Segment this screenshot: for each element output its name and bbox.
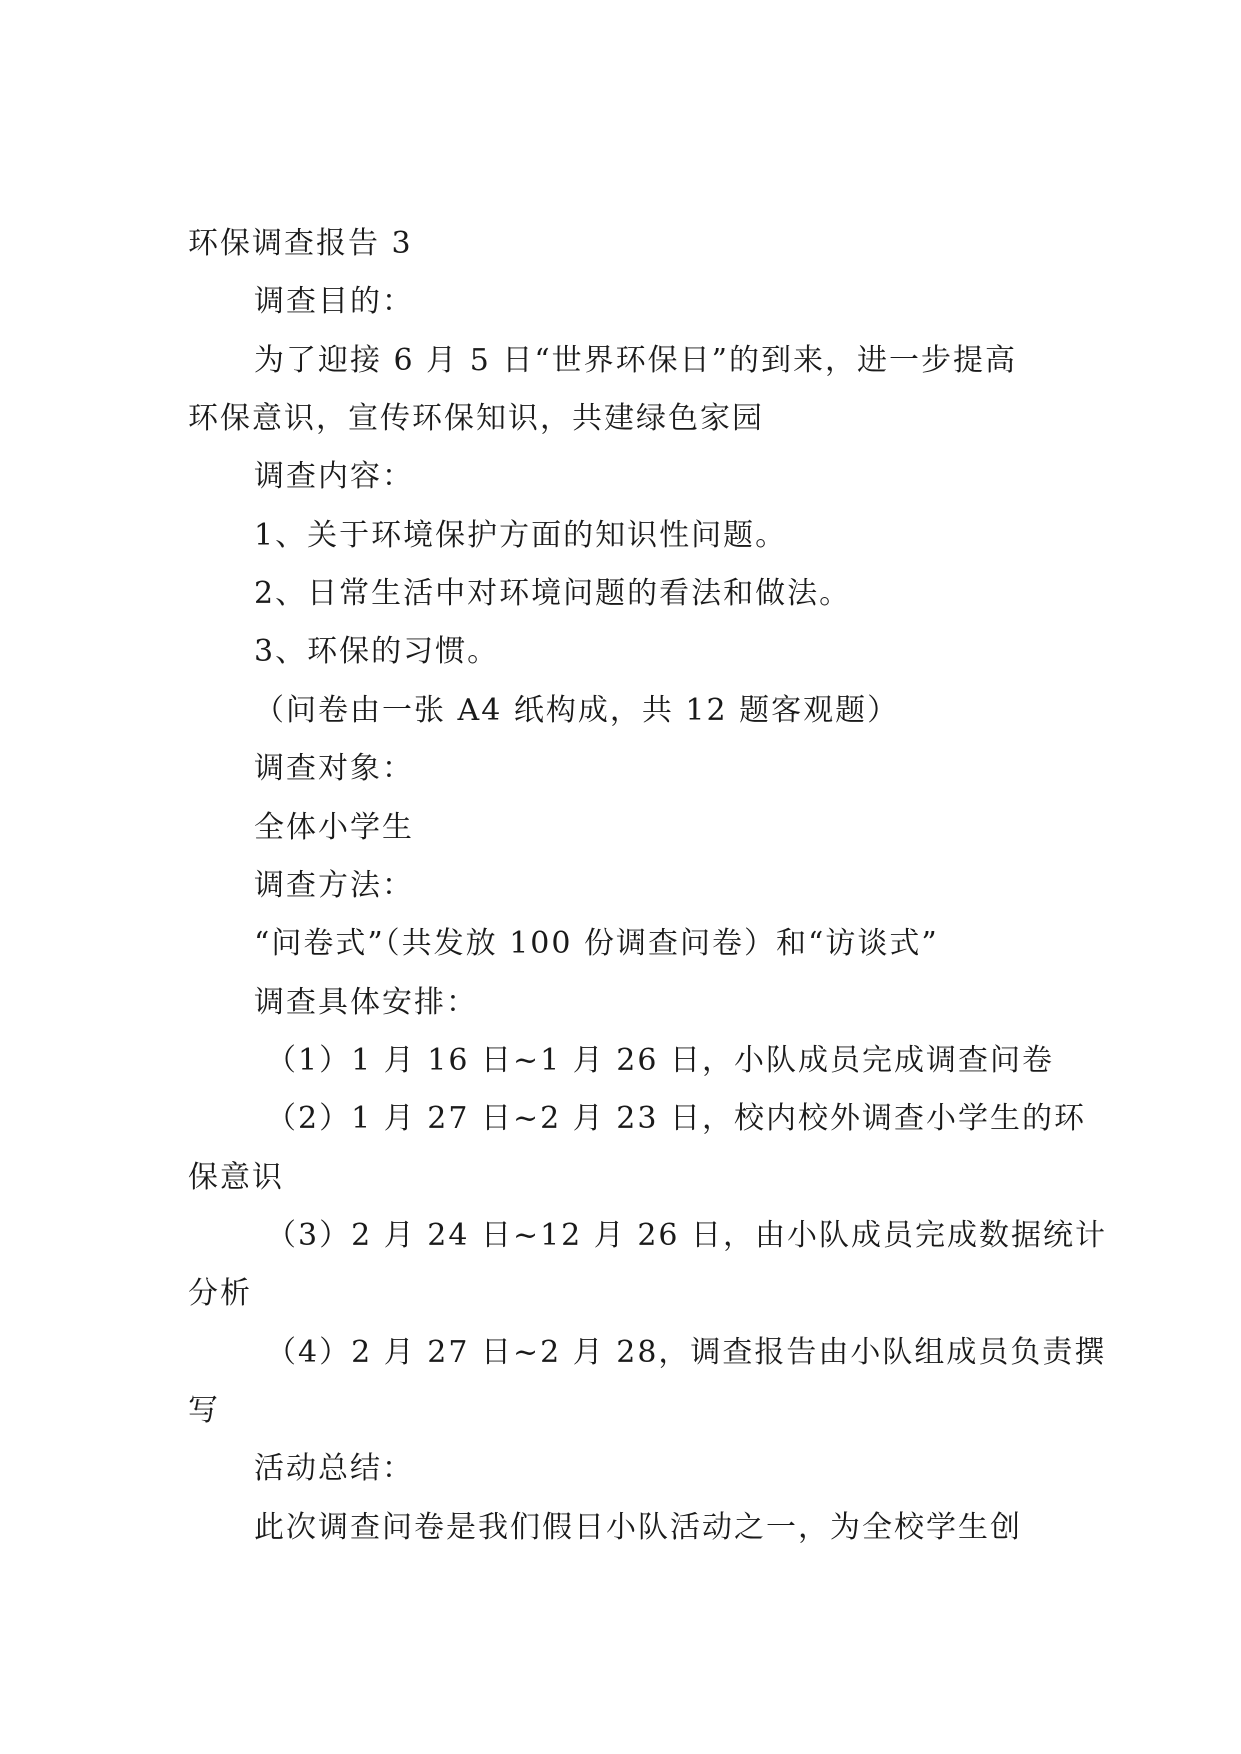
- section-heading-subjects: 调查对象：: [254, 751, 414, 786]
- document-title: 环保调查报告 3: [188, 226, 413, 261]
- paragraph-line: 此次调查问卷是我们假日小队活动之一，为全校学生创: [254, 1510, 1022, 1545]
- paragraph-line: “问卷式”（共发放 100 份调查问卷）和“访谈式”: [254, 926, 939, 961]
- paragraph-line: 为了迎接 6 月 5 日“世界环保日”的到来，进一步提高: [254, 343, 1017, 378]
- paragraph-line: 环保意识，宣传环保知识，共建绿色家园: [188, 401, 764, 436]
- section-heading-content: 调查内容：: [254, 459, 414, 494]
- list-item: 2、日常生活中对环境问题的看法和做法。: [254, 576, 852, 611]
- schedule-item: （2）1 月 27 日~2 月 23 日，校内校外调查小学生的环: [266, 1101, 1086, 1136]
- paragraph-line: 全体小学生: [254, 810, 414, 845]
- section-heading-method: 调查方法：: [254, 868, 414, 903]
- schedule-item-continued: 写: [188, 1393, 220, 1428]
- schedule-item: （4）2 月 27 日~2 月 28，调查报告由小队组成员负责撰: [266, 1335, 1107, 1370]
- list-item: 3、环保的习惯。: [254, 634, 500, 669]
- schedule-item-continued: 保意识: [188, 1160, 284, 1195]
- section-heading-schedule: 调查具体安排：: [254, 985, 478, 1020]
- list-item: 1、关于环境保护方面的知识性问题。: [254, 518, 788, 553]
- paragraph-line: （问卷由一张 A4 纸构成，共 12 题客观题）: [254, 693, 900, 728]
- section-heading-summary: 活动总结：: [254, 1451, 414, 1486]
- schedule-item: （3）2 月 24 日~12 月 26 日，由小队成员完成数据统计: [266, 1218, 1108, 1253]
- schedule-item: （1）1 月 16 日~1 月 26 日，小队成员完成调查问卷: [266, 1043, 1054, 1078]
- section-heading-purpose: 调查目的：: [254, 284, 414, 319]
- schedule-item-continued: 分析: [188, 1276, 252, 1311]
